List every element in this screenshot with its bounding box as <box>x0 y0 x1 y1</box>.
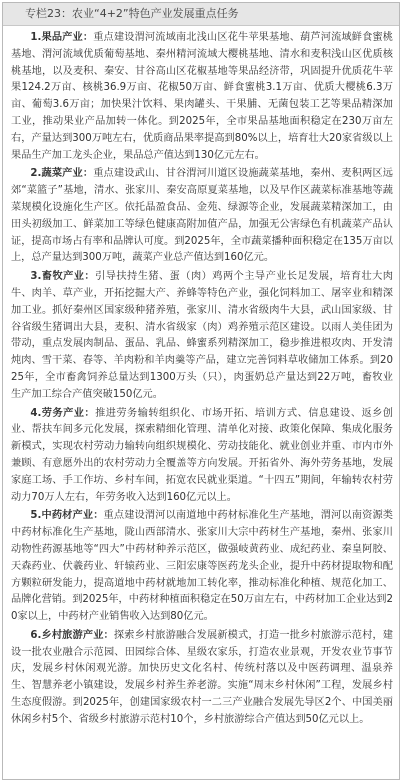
section-text: 重点建设渭河以南道地中药材标准化生产基地，渭河以南资源类中药材标准化生产基地，陇山西部清水、张家川大宗中药材生产基地，秦州、张家川动物性药源基地等“四大”中药材种养示范区，做强岐黄药业、成纪药业、秦皇阿胶、天森药业、伏羲药业、轩辕药业、三阳宏康等医药龙头企业，提升中药材提取物和配方颗粒研发能力，提高道地中药材就地加工转化率，推动标准化种植、规范化加工、品牌化营销。到2025年，中药材种植面积稳定在50万亩左右，中药材加工企业达到20家以上，中药材产业销售收入达到80亿元。 <box>11 510 393 623</box>
section-text: 推进劳务输转组织化、市场开拓、培训方式、信息建设、返乡创业、帮扶车间多元化发展，探索精细化管理、清单化对接、政策化保障、集成化服务新模式，实现农村劳动力输转向组织规模化、劳动技能化、就业创业并重、市内市外兼顾、有意愿外出的农村劳动力全覆盖等方向发展。开拓省外、海外劳务基地，发展家庭工场、手工作坊、乡村车间，拓宽农民就业渠道。“十四五”期间，年输转农村劳动力70万人左右，年劳务收入达到160亿元以上。 <box>11 407 393 503</box>
section-text: 引导扶持生猪、蛋（肉）鸡两个主导产业长足发展，培育壮大肉牛、肉羊、草产业，开拓挖掘大产、养蜂等特色产业，强化饲料加工、屠宰业和精深加工业。抓好秦州区国家级种猪养殖，张家川、清水省级肉牛大县，武山国家级、甘谷省级生猪调出大县，麦积、清水省级家（肉）鸡养殖示范区建设。以雨人美佳团为带动，重点发展肉制品、蛋品、乳品、蜂蜜系列精深加工，稳步推进根攻肉、开发清炖肉、雪干菜、春等、羊肉粉和羊肉羹等产品，建立完善饲料草收储加工体系。到2025年，全市畜禽饲养总量达到1300万头（只），肉蛋奶总产量达到22万吨，畜牧业生产加工综合产值突破150亿元。 <box>11 271 393 400</box>
section-heading: 3.畜牧产业： <box>30 271 96 283</box>
feature-column-box <box>2 2 400 780</box>
column-content <box>3 26 399 729</box>
section-text: 重点建设武山、甘谷渭河川道区设施蔬菜基地，秦州、麦积两区远郊“菜篮子”基地，清水、张家川、秦安高原夏菜基地，以及早作区蔬菜标准基地等蔬菜规模化设施化生产区。依托晶盈食品、金苑、绿源等企业，发展蔬菜精深加工，由田头初级加工、鲜菜加工等绿色健康高附加值产品，加强无公害绿色有机蔬菜产品认证，提高市场占有率和品牌认可度。到2025年，全市蔬菜播种面积稳定在135万亩以上，总产量达到300万吨，蔬菜产业总产值达到160亿元。 <box>11 168 393 264</box>
section-heading: 2.蔬菜产业： <box>30 168 94 180</box>
section-heading: 5.中药材产业： <box>30 510 104 522</box>
section-vegetable <box>11 166 393 267</box>
section-text: 探索乡村旅游融合发展新模式，打造一批乡村旅游示范村，建设一批农业融合示范园、田园综合体、星级农家乐，打造农业景观，开发农业节事节庆，发展乡村休闲观光游。加快历史文化名村、传统村落以及中医药调理、温泉养生、智慧养老小镇建设，发展乡村养生养老游。实施“周末乡村休闲”工程，发展乡村生态度假游。到2025年，创建国家级农村一二三产业融合发展先导区2个、中国美丽休闲乡村5个、省级乡村旅游示范村10个，乡村旅游综合产值达到50亿元以上。 <box>11 629 393 725</box>
section-herbal-medicine <box>11 508 393 626</box>
section-heading: 1.果品产业： <box>30 32 94 43</box>
section-livestock <box>11 269 393 403</box>
section-labor <box>11 406 393 507</box>
section-heading: 6.乡村旅游产业： <box>30 629 114 641</box>
section-rural-tourism <box>11 628 393 729</box>
section-fruit <box>11 30 393 164</box>
section-text: 重点建设渭河流域南北浅山区花牛苹果基地、葫芦河流域鲜食蜜桃基地、渭河流域优质葡萄基地、秦州精河流域大樱桃基地、清水和麦积浅山区优质核桃基地，以及麦积、秦安、甘谷高山区花椒基地等果品经济带，巩固提升优质花牛苹果124.2万亩、核桃36.9万亩、花椒50万亩、鲜食蜜桃3.1万亩、优质大樱桃6.3万亩、葡萄3.6万亩；加快果汁饮料、果肉罐头、干果脯、无菌包装工艺等果品精深加工业，推动果业产品加转一体化。到2025年，全市果品基地面积稳定在230万亩左右，产量达到300万吨左右，优质商品果率提高到80%以上，培育壮大20家省级以上果品生产加工龙头企业，果品总产值达到130亿元左右。 <box>11 32 393 161</box>
column-title: 专栏23：农业“4+2”特色产业发展重点任务 <box>3 3 399 26</box>
section-heading: 4.劳务产业： <box>30 407 96 419</box>
